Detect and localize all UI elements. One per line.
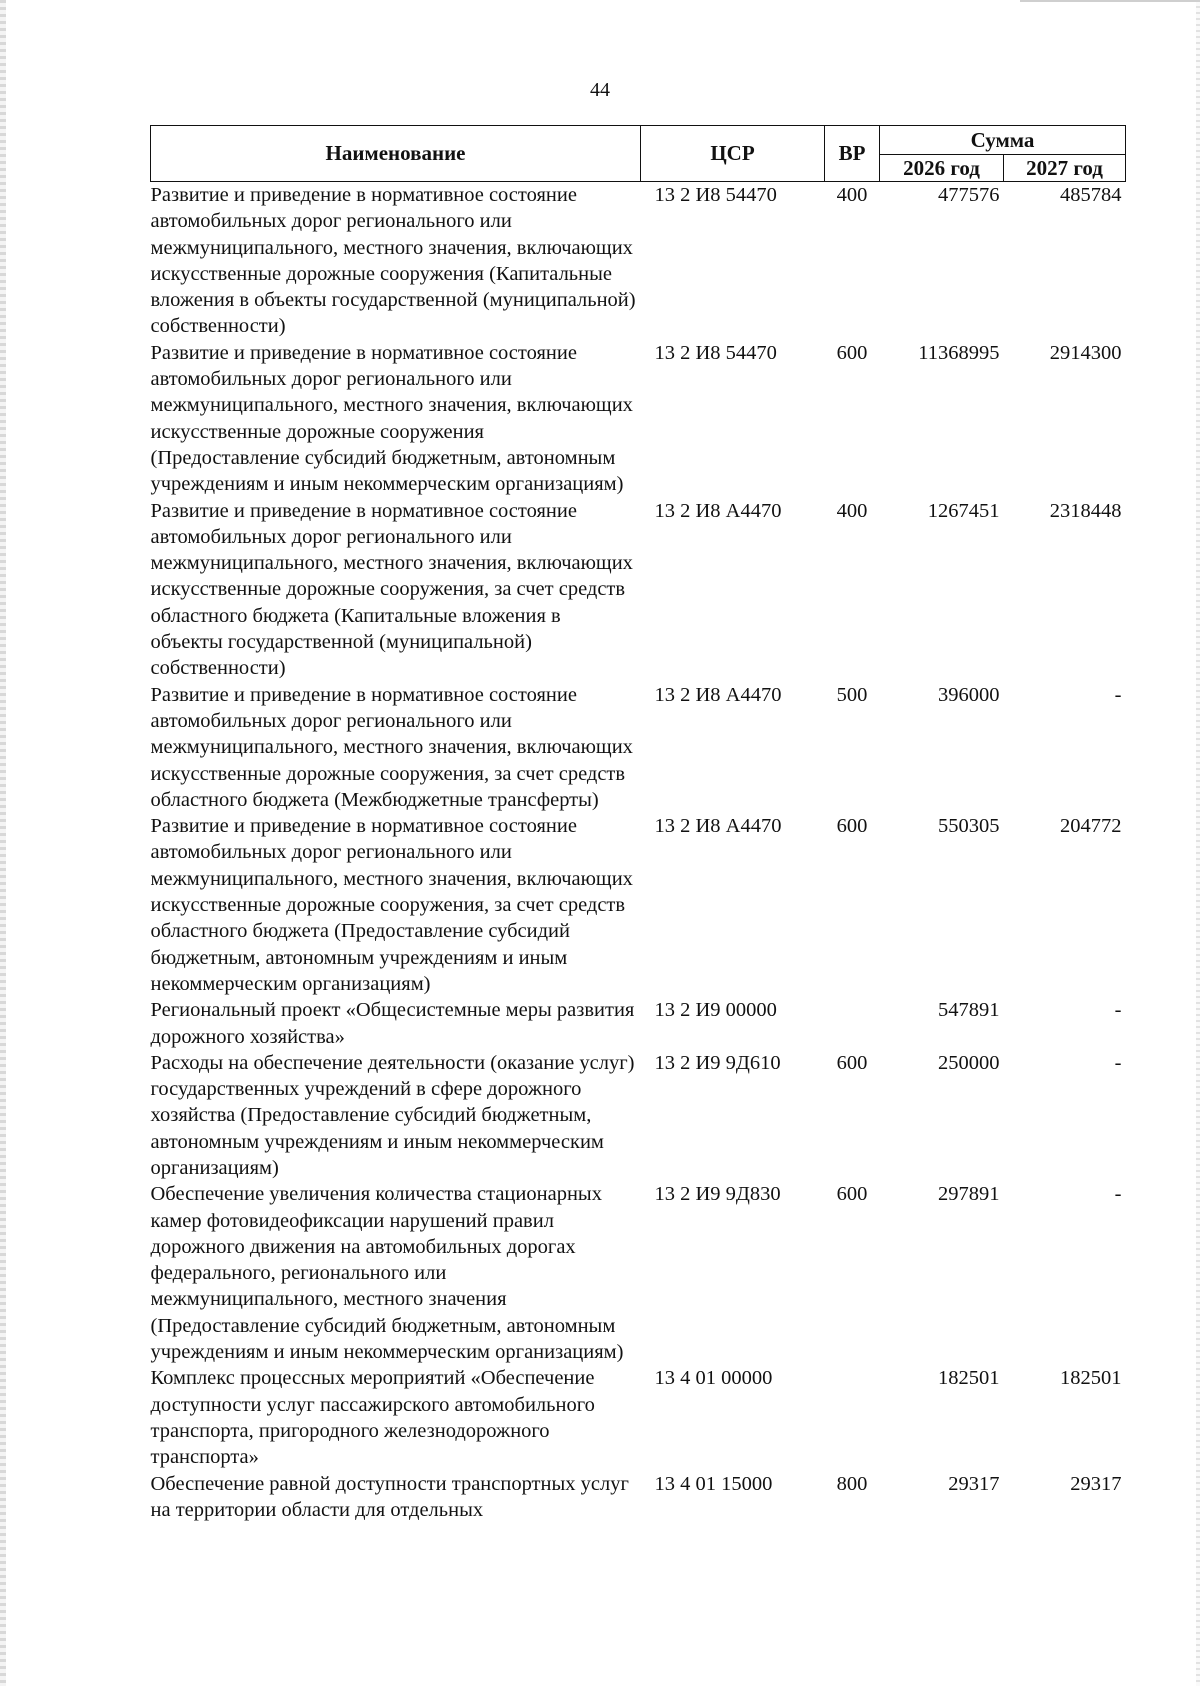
row-csr: 13 2 И9 9Д830 xyxy=(654,1183,781,1206)
header-year-2027: 2027 год xyxy=(1004,155,1126,182)
table-body xyxy=(151,182,1126,1524)
row-csr: 13 2 И8 54470 xyxy=(654,184,777,206)
row-name: Развитие и приведение в нормативное состояние автомобильных дорог регионального или межмуниципального, местного значения, включающих искусственные дорожные сооружения (Предоставление субсидий бюджетным, автономным учреждениям и иным некоммерческим организациям) xyxy=(150,341,633,496)
row-name: Развитие и приведение в нормативное состояние автомобильных дорог регионального или межмуниципального, местного значения, включающих искусственные дорожные сооружения, за счет средств областного бюджета (Капитальные вложения в объекты государственной (муниципальной) собственности) xyxy=(150,499,633,680)
table-row xyxy=(151,498,1126,682)
row-amount-2026: 297891 xyxy=(938,1183,1000,1206)
row-amount-2027: 2914300 xyxy=(1049,341,1122,364)
row-vr: 600 xyxy=(836,1183,868,1206)
row-csr: 13 2 И9 00000 xyxy=(654,999,777,1022)
scan-top-rule xyxy=(1020,0,1200,2)
row-amount-2026: 547891 xyxy=(938,999,1000,1022)
row-csr: 13 4 01 00000 xyxy=(654,1367,773,1390)
row-amount-2026: 1267451 xyxy=(927,499,1000,522)
row-amount-2027: 182501 xyxy=(1060,1367,1122,1390)
table-row xyxy=(151,1365,1126,1470)
row-amount-2026: 182501 xyxy=(938,1367,1000,1390)
row-name: Обеспечение увеличения количества стационарных камер фотовидеофиксации нарушений правил дорожного движения на автомобильных дорогах федерального, регионального или межмуниципального, местного значения (Предоставление субсидий бюджетным, автономным учреждениям и иным некоммерческим организациям) xyxy=(150,1183,624,1364)
row-name: Развитие и приведение в нормативное состояние автомобильных дорог регионального или межмуниципального, местного значения, включающих искусственные дорожные сооружения, за счет средств областного бюджета (Межбюджетные трансферты) xyxy=(150,683,633,811)
row-amount-2026: 11368995 xyxy=(918,341,1000,364)
row-amount-2026: 250000 xyxy=(938,1051,1000,1074)
row-name: Развитие и приведение в нормативное состояние автомобильных дорог регионального или межмуниципального, местного значения, включающих искусственные дорожные сооружения, за счет средств областного бюджета (Предоставление субсидий бюджетным, автономным учреждениям и иным некоммерческим организациям) xyxy=(150,815,633,995)
table-row xyxy=(151,682,1126,813)
table-row xyxy=(151,997,1126,1050)
row-amount-2027: - xyxy=(1114,1183,1122,1206)
row-amount-2027: 204772 xyxy=(1060,815,1122,838)
page-number: 44 xyxy=(590,79,610,101)
row-vr: 800 xyxy=(836,1472,868,1495)
table-row xyxy=(151,182,1126,340)
row-amount-2026: 29317 xyxy=(948,1472,1000,1495)
row-vr xyxy=(825,997,880,1050)
row-vr: 400 xyxy=(836,184,868,206)
row-vr: 400 xyxy=(836,499,868,522)
header-name: Наименование xyxy=(151,126,641,182)
row-vr: 600 xyxy=(836,815,868,838)
table-row xyxy=(151,813,1126,997)
row-csr: 13 2 И9 9Д610 xyxy=(654,1051,781,1074)
row-amount-2026: 477576 xyxy=(938,184,1000,206)
row-name: Региональный проект «Общесистемные меры развития дорожного хозяйства» xyxy=(150,999,635,1048)
row-vr xyxy=(825,1365,880,1470)
row-csr: 13 2 И8 А4470 xyxy=(654,683,782,706)
row-vr: 600 xyxy=(836,1051,868,1074)
scan-edge-left xyxy=(0,0,6,1686)
row-amount-2027: - xyxy=(1114,999,1122,1022)
table-row xyxy=(151,1471,1126,1524)
row-name: Развитие и приведение в нормативное состояние автомобильных дорог регионального или межмуниципального, местного значения, включающих искусственные дорожные сооружения (Капитальные вложения в объекты государственной (муниципальной) собственности) xyxy=(150,184,636,338)
table-row xyxy=(151,340,1126,498)
row-vr: 500 xyxy=(836,683,868,706)
row-csr: 13 2 И8 А4470 xyxy=(654,499,782,522)
row-csr: 13 2 И8 54470 xyxy=(654,341,777,364)
budget-table xyxy=(150,125,1126,1523)
row-amount-2027: 485784 xyxy=(1060,184,1122,206)
row-amount-2027: 29317 xyxy=(1070,1472,1122,1495)
table-row xyxy=(151,1050,1126,1181)
row-name: Расходы на обеспечение деятельности (оказание услуг) государственных учреждений в сфере дорожного хозяйства (Предоставление субсидий бюджетным, автономным учреждениям и иным некоммерческим организациям) xyxy=(150,1051,635,1179)
table-header xyxy=(151,126,1126,182)
header-year-2026: 2026 год xyxy=(880,155,1004,182)
header-sum: Сумма xyxy=(880,126,1126,155)
header-vr: ВР xyxy=(825,126,880,182)
row-csr: 13 2 И8 А4470 xyxy=(654,815,782,838)
table-row xyxy=(151,1181,1126,1365)
row-amount-2027: 2318448 xyxy=(1049,499,1122,522)
scan-edge-right xyxy=(1196,0,1200,1686)
header-csr: ЦСР xyxy=(641,126,825,182)
row-name: Комплекс процессных мероприятий «Обеспечение доступности услуг пассажирского автомобильного транспорта, пригородного железнодорожного транспорта» xyxy=(150,1367,595,1469)
row-name: Обеспечение равной доступности транспортных услуг на территории области для отдельных xyxy=(150,1472,629,1521)
row-amount-2027: - xyxy=(1114,1051,1122,1074)
row-amount-2027: - xyxy=(1114,683,1122,706)
row-csr: 13 4 01 15000 xyxy=(654,1472,773,1495)
row-amount-2026: 550305 xyxy=(938,815,1000,838)
row-amount-2026: 396000 xyxy=(938,683,1000,706)
row-vr: 600 xyxy=(836,341,868,364)
